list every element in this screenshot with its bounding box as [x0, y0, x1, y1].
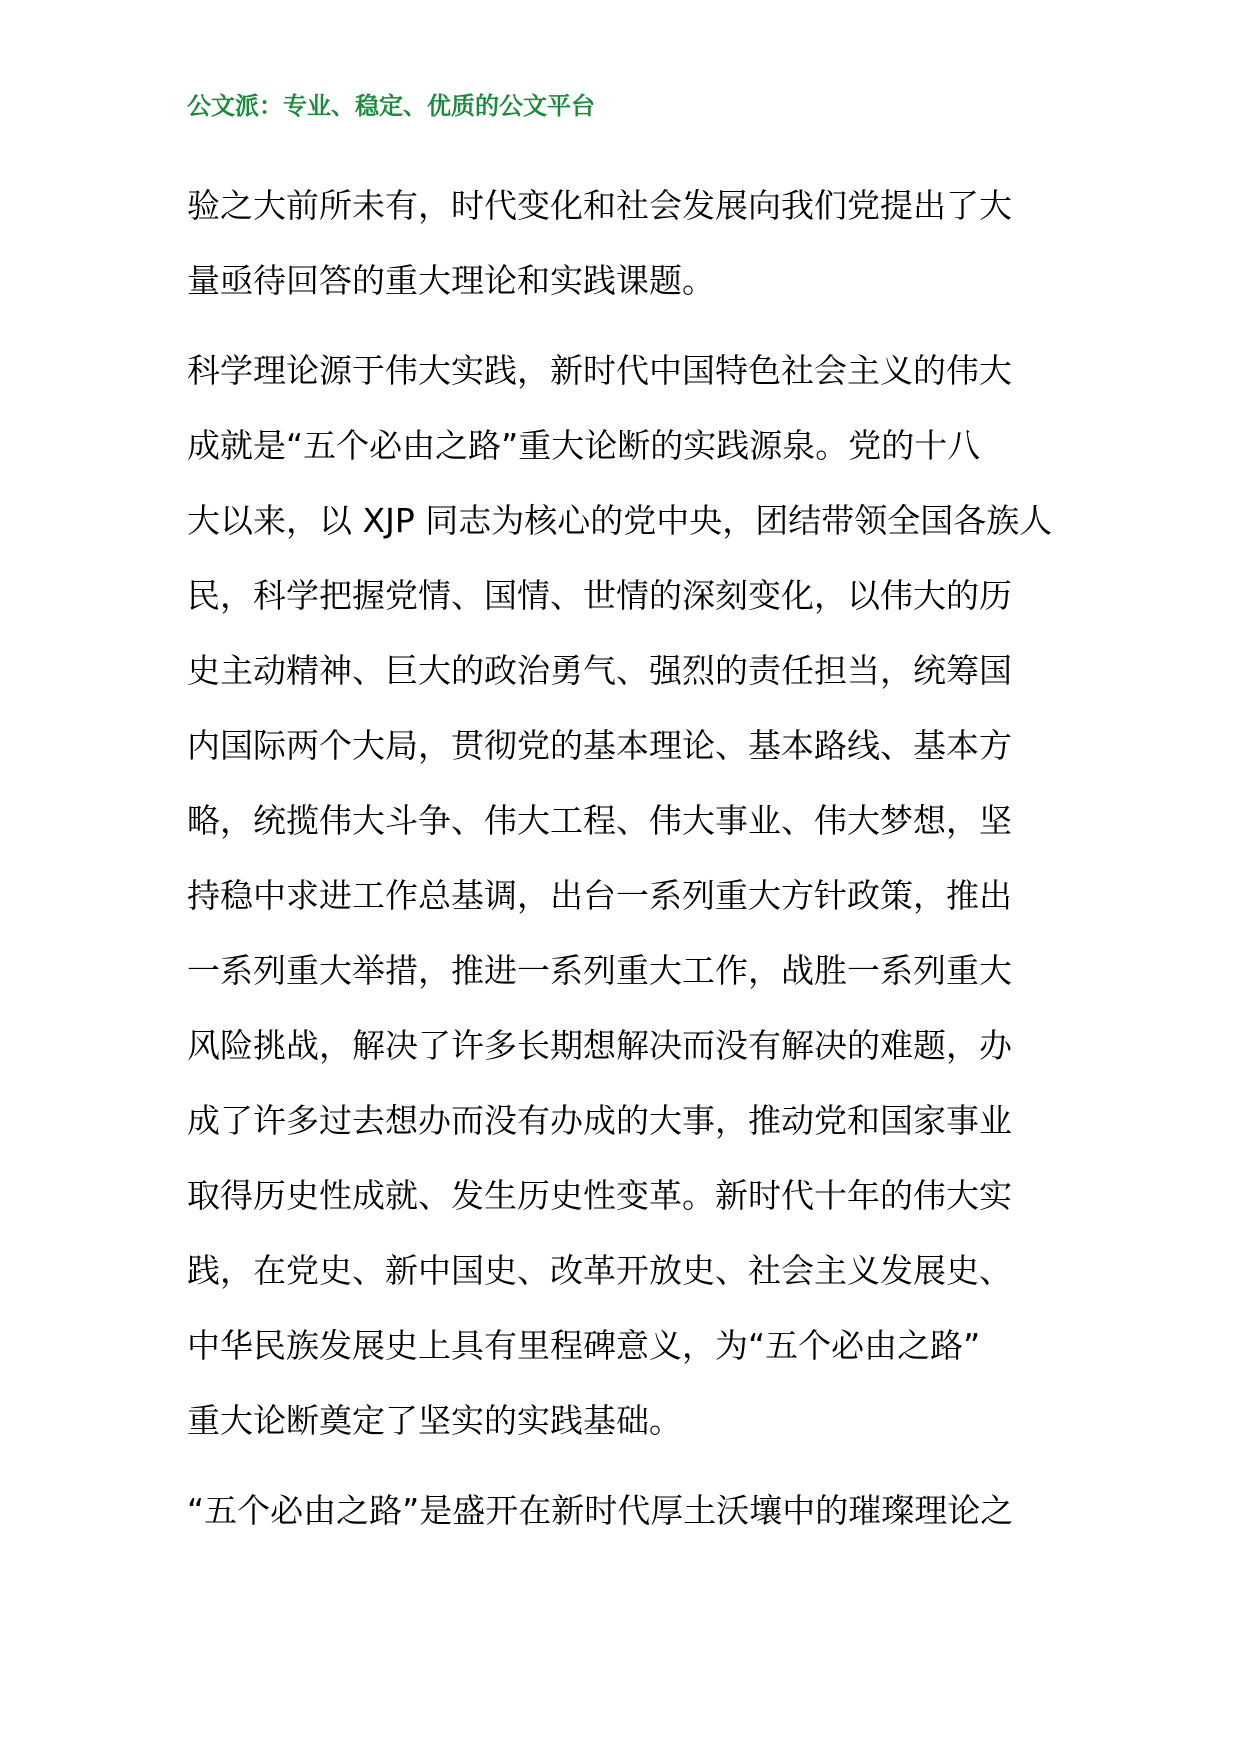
text-line: 略，统揽伟大斗争、伟大工程、伟大事业、伟大梦想，坚	[187, 801, 1012, 840]
text-line: 取得历史性成就、发生历史性变革。新时代十年的伟大实	[187, 1176, 1012, 1215]
text-line: “五个必由之路”是盛开在新时代厚土沃壤中的璀璨理论之	[187, 1491, 1014, 1530]
text-line: 科学理论源于伟大实践，新时代中国特色社会主义的伟大	[187, 351, 1012, 390]
text-line: 量亟待回答的重大理论和实践课题。	[187, 261, 715, 300]
text-line: 内国际两个大局，贯彻党的基本理论、基本路线、基本方	[187, 726, 1012, 765]
document-body	[187, 168, 1067, 1548]
paragraph-1	[187, 168, 1067, 318]
header-text: 公文派：专业、稳定、优质的公文平台	[187, 92, 595, 120]
text-line: 大以来，以 XJP 同志为核心的党中央，团结带领全国各族人	[187, 501, 1053, 540]
paragraph-2	[187, 333, 1067, 1458]
text-line: 中华民族发展史上具有里程碑意义，为“五个必由之路”	[187, 1326, 981, 1365]
text-line: 史主动精神、巨大的政治勇气、强烈的责任担当，统筹国	[187, 651, 1012, 690]
text-line: 成了许多过去想办而没有办成的大事，推动党和国家事业	[187, 1101, 1012, 1140]
text-line: 践，在党史、新中国史、改革开放史、社会主义发展史、	[187, 1251, 1012, 1290]
text-line: 持稳中求进工作总基调，出台一系列重大方针政策，推出	[187, 876, 1012, 915]
text-line: 风险挑战，解决了许多长期想解决而没有解决的难题，办	[187, 1026, 1012, 1065]
text-line: 一系列重大举措，推进一系列重大工作，战胜一系列重大	[187, 951, 1012, 990]
text-line: 成就是“五个必由之路”重大论断的实践源泉。党的十八	[187, 426, 981, 465]
text-line: 民，科学把握党情、国情、世情的深刻变化，以伟大的历	[187, 576, 1012, 615]
paragraph-3	[187, 1473, 1067, 1548]
text-line: 验之大前所未有，时代变化和社会发展向我们党提出了大	[187, 186, 1012, 225]
text-line: 重大论断奠定了坚实的实践基础。	[187, 1401, 682, 1440]
